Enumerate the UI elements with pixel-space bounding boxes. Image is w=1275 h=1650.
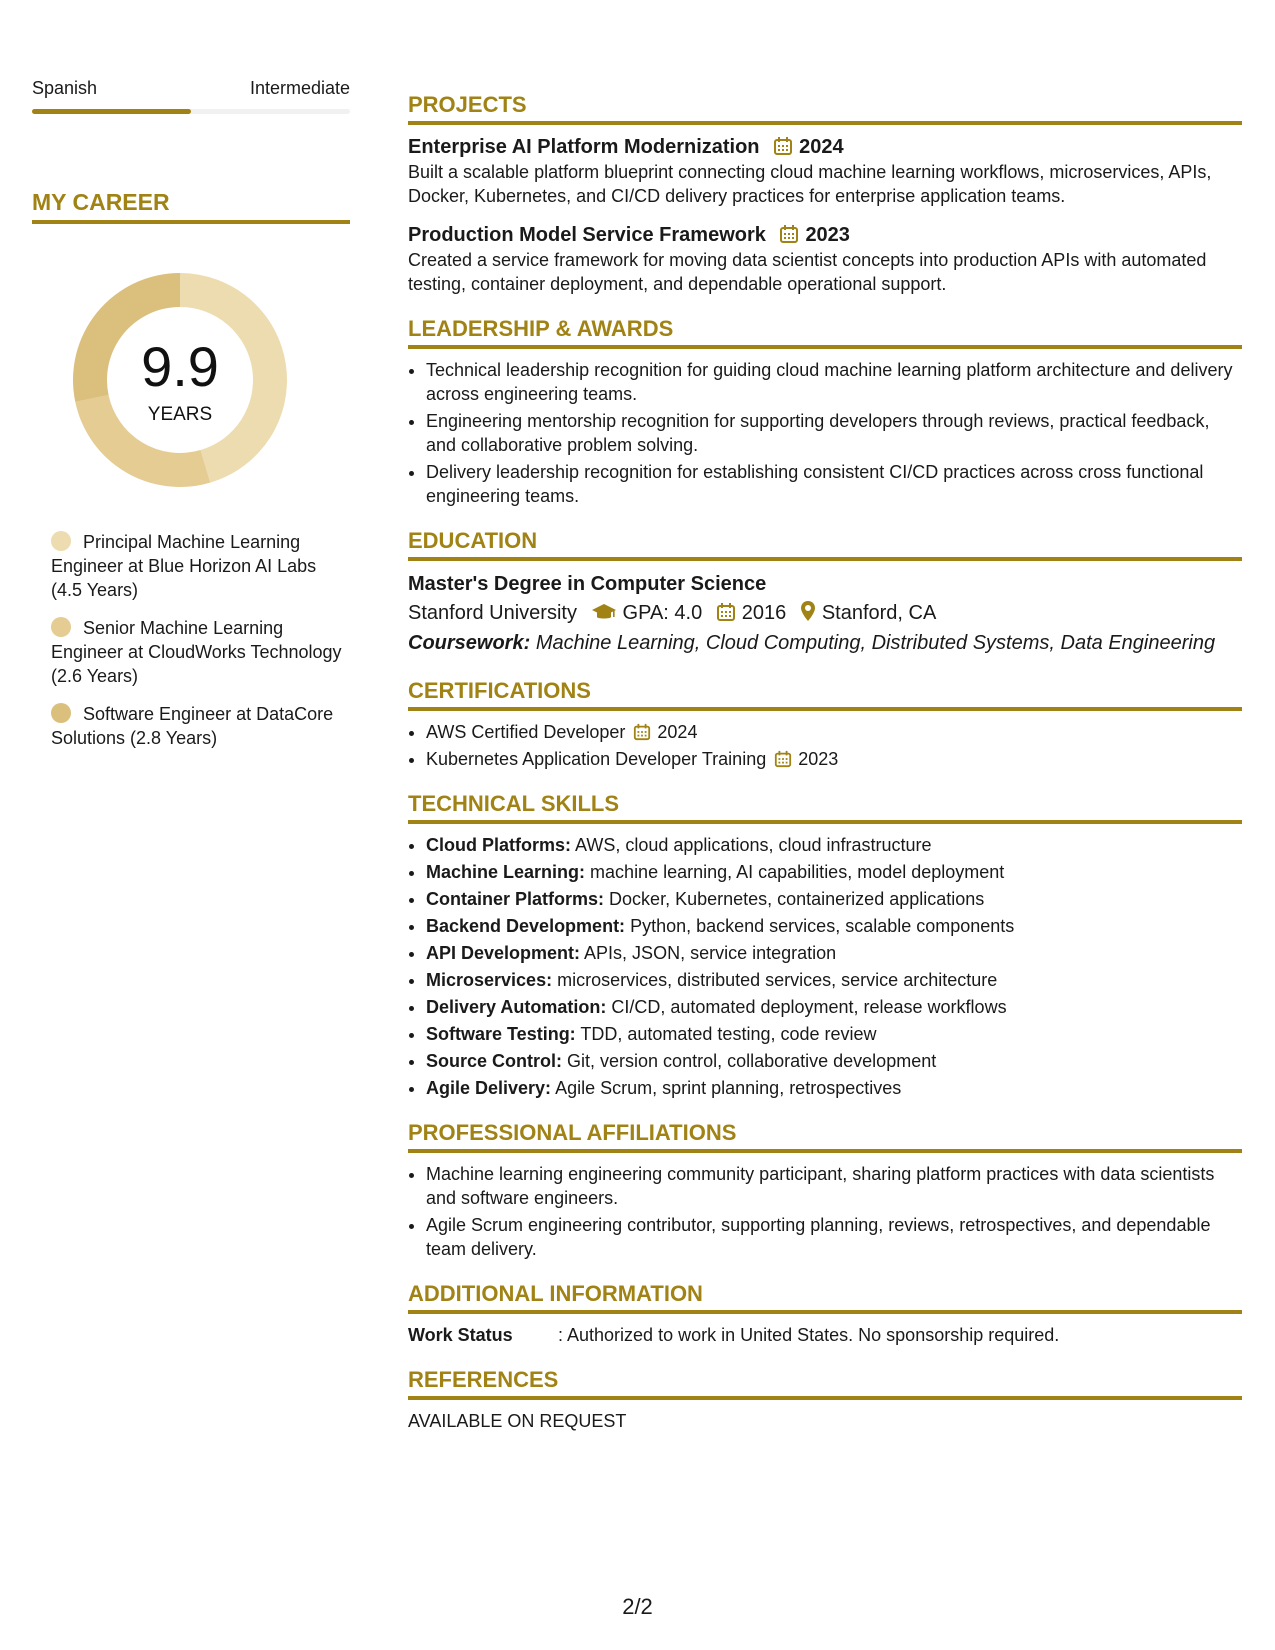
affiliation-item: • Agile Scrum engineering contributor, supporting planning, reviews, retrospectives, and dependable team delivery.: [426, 1213, 1242, 1261]
projects-title: PROJECTS: [408, 92, 1242, 125]
skill-item: [426, 1076, 1242, 1100]
certifications-title: CERTIFICATIONS: [408, 678, 1242, 711]
affiliations-title: PROFESSIONAL AFFILIATIONS: [408, 1120, 1242, 1153]
career-role-label: Principal Machine Learning Engineer at Blue Horizon AI Labs (4.5 Years): [51, 532, 317, 600]
education-title: EDUCATION: [408, 528, 1242, 561]
language-proficiency-bar: [32, 109, 350, 114]
project-year: 2023: [805, 224, 850, 246]
skill-item: [426, 860, 1242, 884]
career-legend-item: [51, 616, 350, 688]
career-title: MY CAREER: [32, 189, 350, 224]
career-role-label: Software Engineer at DataCore Solutions (2.8 Years): [51, 704, 334, 748]
language-proficiency-fill: [32, 109, 191, 114]
affiliation-item: • Machine learning engineering community participant, sharing platform practices with data scientists and software engineers.: [426, 1162, 1242, 1210]
skill-value: TDD, automated testing, code review: [580, 1024, 877, 1044]
career-total-value: 9.9: [141, 335, 219, 398]
education-details: [408, 598, 1242, 628]
skill-value: AWS, cloud applications, cloud infrastructure: [575, 835, 932, 855]
references-title: REFERENCES: [408, 1367, 1242, 1400]
education-school: Stanford University: [408, 602, 577, 624]
language-level: Intermediate: [249, 78, 350, 98]
skill-label: Cloud Platforms:: [426, 835, 572, 855]
affiliations-list: [408, 1162, 1242, 1261]
skill-label: Container Platforms:: [426, 889, 605, 909]
leadership-item: • Delivery leadership recognition for establishing consistent CI/CD practices across cross functional engineering teams.: [426, 460, 1242, 508]
leadership-section: [408, 316, 1242, 508]
affiliations-section: [408, 1120, 1242, 1261]
calendar-icon: [774, 750, 792, 768]
skill-value: machine learning, AI capabilities, model deployment: [590, 862, 1005, 882]
skill-value: Git, version control, collaborative development: [567, 1051, 937, 1071]
project-name: Enterprise AI Platform Modernization: [408, 136, 760, 158]
skill-value: microservices, distributed services, service architecture: [557, 970, 998, 990]
career-legend-item: [51, 702, 350, 750]
project-title: [408, 222, 1242, 248]
calendar-icon: [779, 224, 799, 244]
skill-item: [426, 941, 1242, 965]
additional-title: ADDITIONAL INFORMATION: [408, 1281, 1242, 1314]
work-status-value: : Authorized to work in United States. No sponsorship required.: [558, 1325, 1060, 1345]
skill-label: Backend Development:: [426, 916, 626, 936]
leadership-item: • Technical leadership recognition for guiding cloud machine learning platform architecture and delivery across engineering teams.: [426, 358, 1242, 406]
work-status-row: [408, 1323, 1242, 1347]
skill-item: [426, 1049, 1242, 1073]
certification-year: 2023: [798, 749, 839, 769]
certification-name: AWS Certified Developer: [426, 722, 626, 742]
calendar-icon: [633, 723, 651, 741]
project-name: Production Model Service Framework: [408, 224, 766, 246]
education-degree: Master's Degree in Computer Science: [408, 573, 767, 595]
references-text: AVAILABLE ON REQUEST: [408, 1411, 627, 1431]
graduation-cap-icon: [591, 602, 617, 622]
career-donut: [67, 267, 293, 493]
coursework-value: Machine Learning, Cloud Computing, Distributed Systems, Data Engineering: [535, 632, 1216, 654]
leadership-list: [408, 358, 1242, 508]
education-location: Stanford, CA: [821, 602, 937, 624]
references-section: [408, 1367, 1242, 1433]
certification-item: [426, 720, 1242, 744]
project-description: Created a service framework for moving data scientist concepts into production APIs with automated testing, container deployment, and dependable operational support.: [408, 250, 1207, 294]
career-total-unit: YEARS: [147, 404, 213, 425]
certifications-list: [408, 720, 1242, 771]
work-status-label: Work Status: [408, 1325, 513, 1345]
career-legend: [32, 530, 350, 750]
certification-year: 2024: [657, 722, 698, 742]
calendar-icon: [773, 136, 793, 156]
career-legend-item: [51, 530, 350, 602]
skill-label: API Development:: [426, 943, 581, 963]
project-title: [408, 134, 1242, 160]
skill-item: [426, 914, 1242, 938]
career-role-label: Senior Machine Learning Engineer at CloudWorks Technology (2.6 Years): [51, 618, 342, 686]
skill-item: [426, 968, 1242, 992]
skill-value: APIs, JSON, service integration: [584, 943, 837, 963]
skill-item: [426, 995, 1242, 1019]
certification-name: Kubernetes Application Developer Training: [426, 749, 767, 769]
main-content: [408, 92, 1242, 1453]
skill-value: CI/CD, automated deployment, release workflows: [611, 997, 1007, 1017]
skill-label: Software Testing:: [426, 1024, 576, 1044]
language-name: Spanish: [32, 78, 98, 98]
education-coursework: [408, 628, 1242, 658]
calendar-icon: [716, 602, 736, 622]
legend-dot-1: [51, 531, 71, 551]
language-row: [32, 78, 350, 99]
education-section: [408, 528, 1242, 658]
skill-label: Microservices:: [426, 970, 553, 990]
education-year: 2016: [741, 602, 787, 624]
skill-label: Machine Learning:: [426, 862, 586, 882]
skills-list: [408, 833, 1242, 1100]
skills-title: TECHNICAL SKILLS: [408, 791, 1242, 824]
certifications-section: [408, 678, 1242, 771]
certification-item: [426, 747, 1242, 771]
education-gpa: GPA: 4.0: [622, 602, 703, 624]
skill-value: Python, backend services, scalable components: [630, 916, 1015, 936]
leadership-item: • Engineering mentorship recognition for supporting developers through reviews, practical feedback, and collaborative problem solving.: [426, 409, 1242, 457]
skill-label: Delivery Automation:: [426, 997, 607, 1017]
legend-dot-3: [51, 703, 71, 723]
skill-item: [426, 887, 1242, 911]
location-pin-icon: [800, 600, 816, 622]
skill-value: Docker, Kubernetes, containerized applications: [609, 889, 985, 909]
project-description: Built a scalable platform blueprint connecting cloud machine learning workflows, microservices, APIs, Docker, Kubernetes, and CI/CD delivery practices for enterprise application teams.: [408, 162, 1212, 206]
skill-value: Agile Scrum, sprint planning, retrospectives: [555, 1078, 902, 1098]
project-year: 2024: [799, 136, 844, 158]
coursework-label: Coursework:: [408, 632, 531, 654]
skills-section: [408, 791, 1242, 1100]
legend-dot-2: [51, 617, 71, 637]
page-number: 2/2: [622, 1594, 653, 1619]
skill-label: Agile Delivery:: [426, 1078, 552, 1098]
additional-section: [408, 1281, 1242, 1347]
projects-section: [408, 92, 1242, 296]
skill-label: Source Control:: [426, 1051, 563, 1071]
leadership-title: LEADERSHIP & AWARDS: [408, 316, 1242, 349]
skill-item: [426, 1022, 1242, 1046]
sidebar: [32, 78, 350, 764]
skill-item: [426, 833, 1242, 857]
